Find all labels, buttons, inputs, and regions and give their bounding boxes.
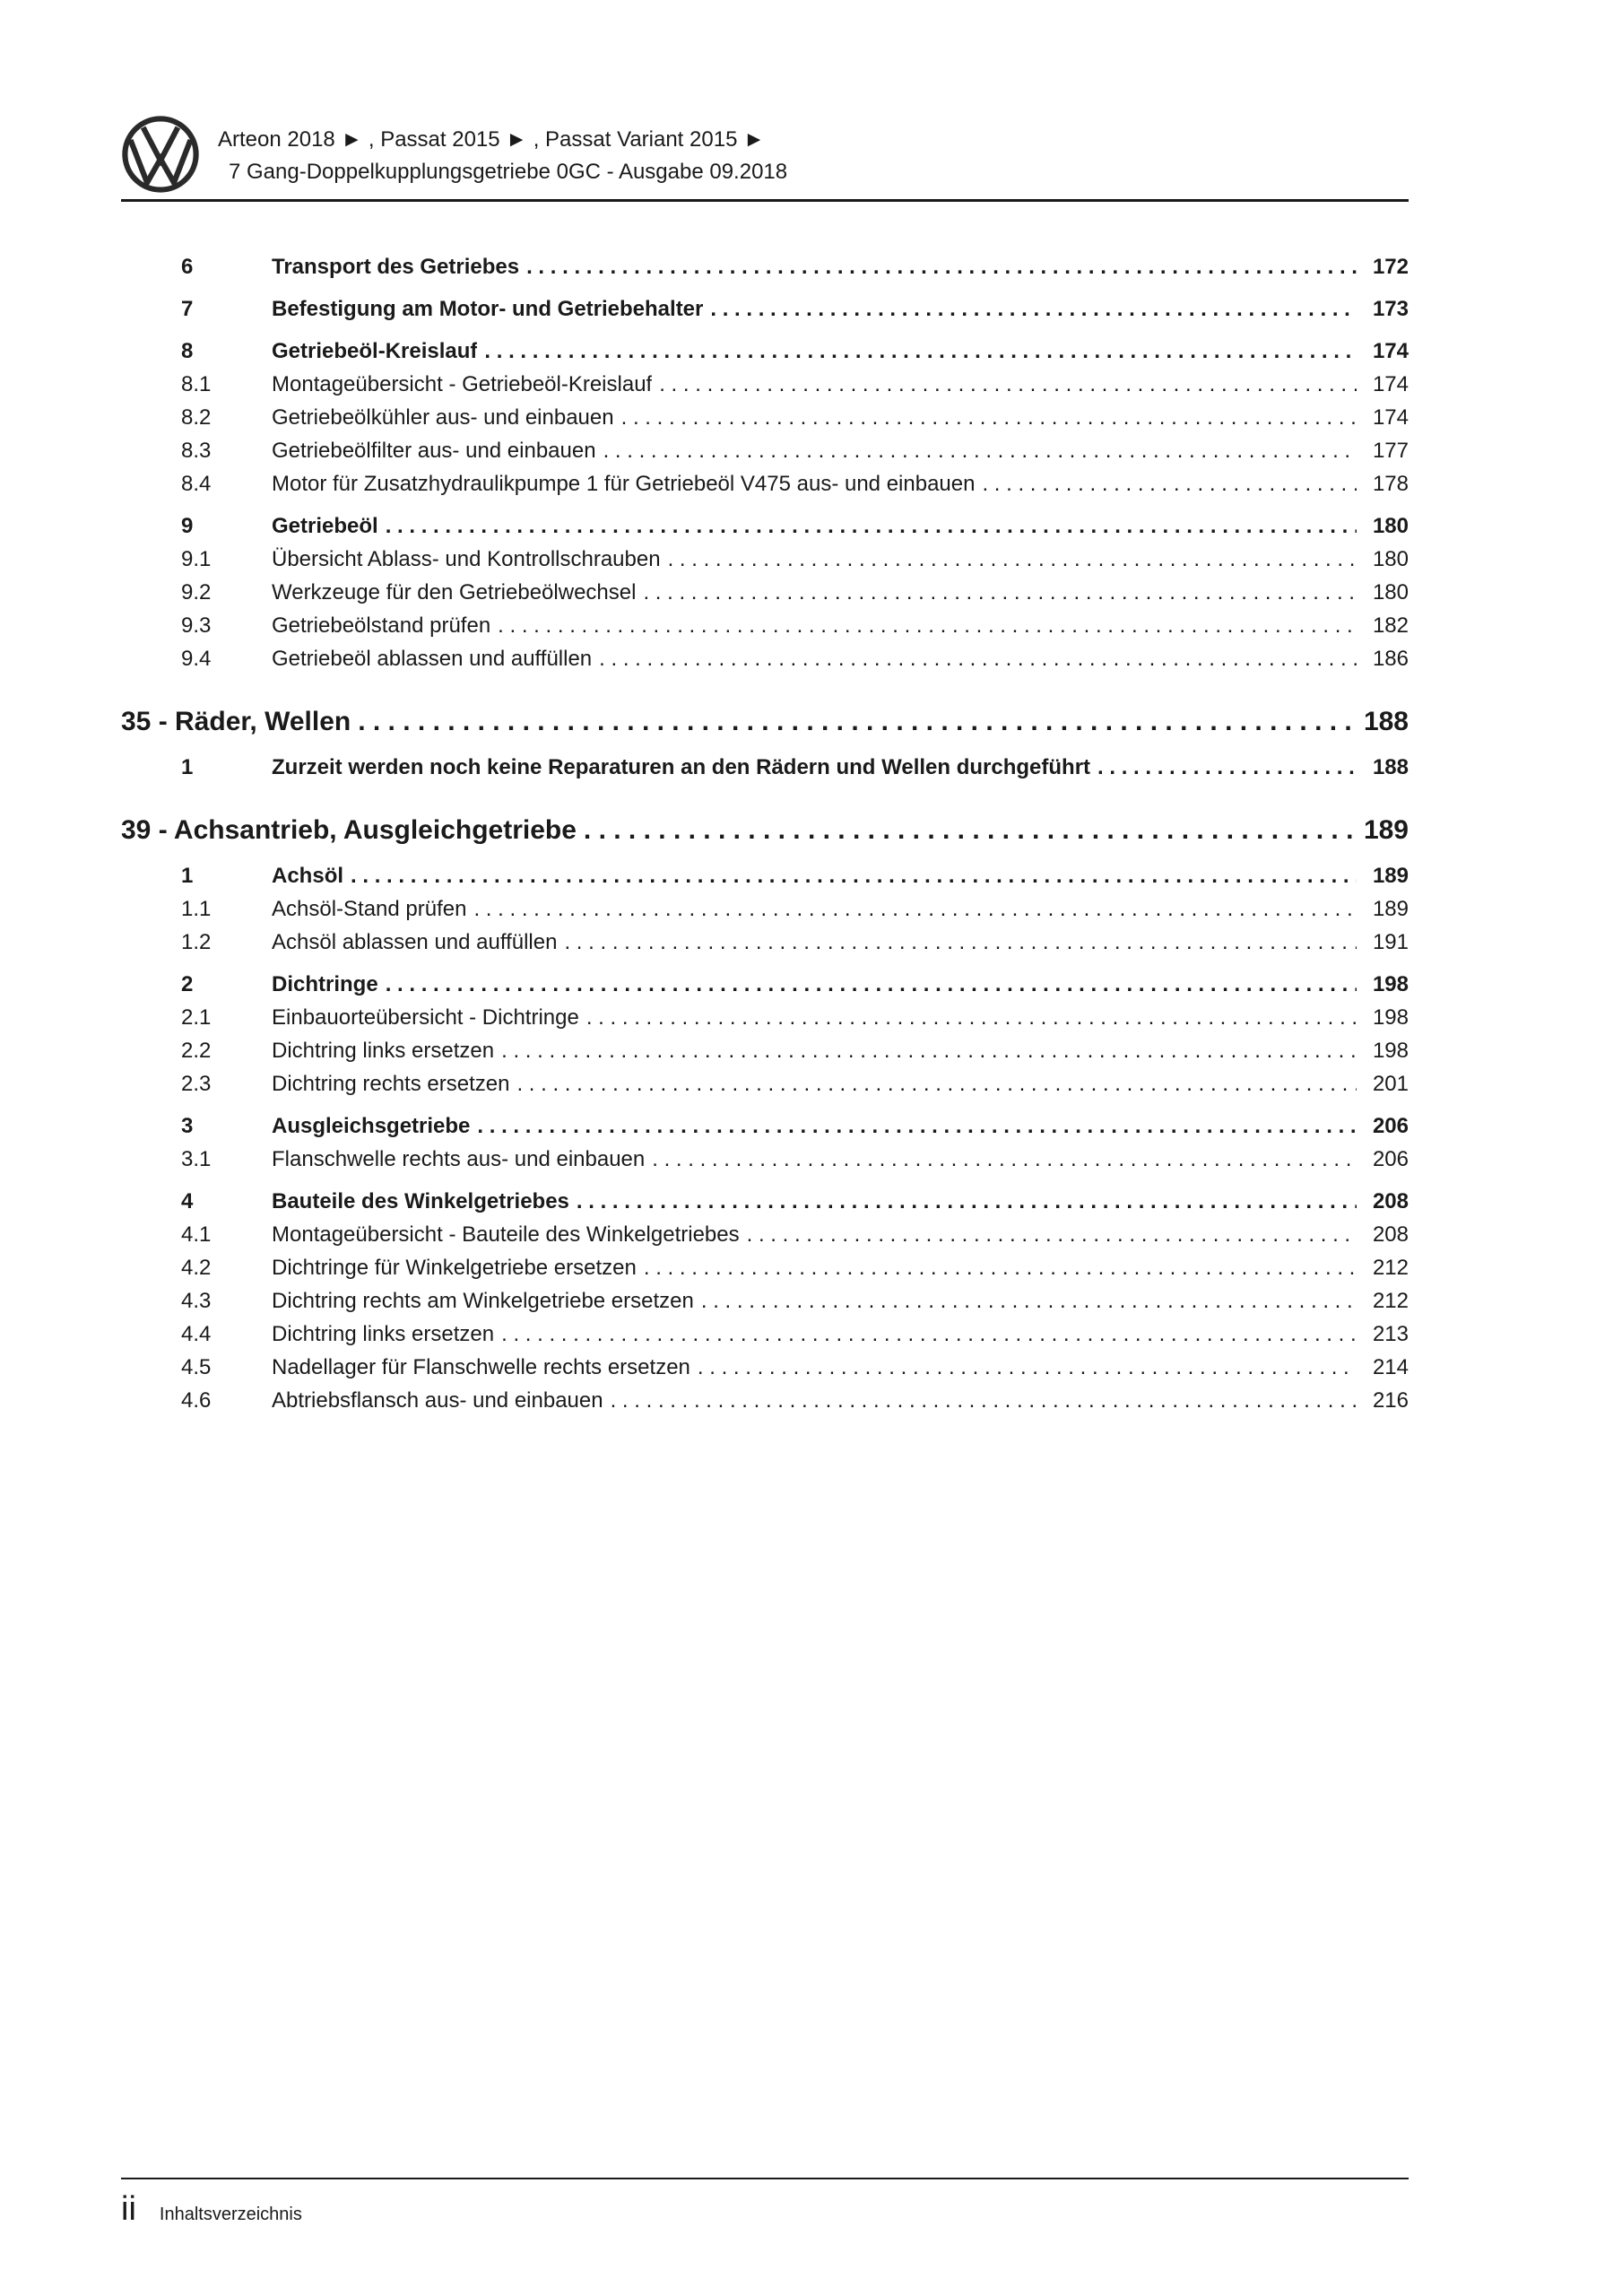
dot-leader (740, 1218, 1357, 1251)
toc-entry-number: 2.2 (181, 1039, 212, 1063)
toc-entry-number: 9.2 (181, 580, 212, 604)
toc-entry-title: Dichtring links ersetzen (272, 1039, 495, 1063)
toc-entry-page: 189 (1363, 815, 1409, 845)
toc-entry-page: 213 (1372, 1322, 1409, 1346)
toc-entry[interactable] (121, 702, 1409, 742)
toc-entry-title: Montageübersicht - Bauteile des Winkelgetriebes (272, 1222, 740, 1247)
toc-entry[interactable] (121, 642, 1409, 675)
toc-entry-page: 212 (1372, 1289, 1409, 1313)
dot-leader (378, 509, 1357, 543)
toc-list (121, 241, 1409, 1417)
dot-leader (579, 1001, 1357, 1034)
dot-leader (661, 543, 1357, 576)
header-edition: 7 Gang-Doppelkupplungsgetriebe 0GC - Ausgabe 09.2018 (229, 160, 788, 184)
toc-entry-title: Transport des Getriebes (272, 255, 520, 279)
toc-entry[interactable] (121, 1351, 1409, 1384)
toc-entry[interactable] (121, 1001, 1409, 1034)
toc-entry-page: 172 (1372, 255, 1409, 279)
toc-entry[interactable] (121, 1143, 1409, 1176)
toc-entry-number: 8.4 (181, 472, 212, 496)
toc-entry[interactable] (121, 467, 1409, 500)
toc-entry-page: 212 (1372, 1256, 1409, 1280)
toc-entry-page: 206 (1372, 1114, 1409, 1138)
header-divider (121, 199, 1409, 202)
toc-entry-page: 216 (1372, 1388, 1409, 1413)
toc-entry-title: Übersicht Ablass- und Kontrollschrauben (272, 547, 661, 571)
toc-entry-page: 206 (1372, 1147, 1409, 1171)
toc-entry[interactable] (121, 434, 1409, 467)
toc-entry-page: 191 (1372, 930, 1409, 954)
toc-entry[interactable] (121, 751, 1409, 784)
toc-entry-number: 2.3 (181, 1072, 212, 1096)
toc-entry-page: 188 (1372, 755, 1409, 779)
toc-entry-title: Nadellager für Flanschwelle rechts ersetzen (272, 1355, 690, 1379)
toc-entry-number: 4.3 (181, 1289, 212, 1313)
toc-entry-title: 35 - Räder, Wellen (121, 707, 351, 736)
toc-entry-title: Achsöl ablassen und auffüllen (272, 930, 558, 954)
toc-entry-title: Montageübersicht - Getriebeöl-Kreislauf (272, 372, 653, 396)
toc-entry-title: Befestigung am Motor- und Getriebehalter (272, 297, 704, 321)
toc-entry-page: 174 (1372, 405, 1409, 430)
toc-entry-number: 8 (181, 339, 194, 363)
toc-entry[interactable] (121, 576, 1409, 609)
toc-entry-number: 7 (181, 297, 194, 321)
toc-entry[interactable] (121, 609, 1409, 642)
toc-entry-number: 2.1 (181, 1005, 212, 1030)
toc-entry-title: Getriebeölfilter aus- und einbauen (272, 439, 596, 463)
toc-entry-page: 198 (1372, 1039, 1409, 1063)
toc-entry-number: 9.3 (181, 613, 212, 638)
toc-entry-number: 9.1 (181, 547, 212, 571)
toc-entry[interactable] (121, 1034, 1409, 1067)
toc-entry-title: Dichtringe für Winkelgetriebe ersetzen (272, 1256, 637, 1280)
toc-entry-page: 201 (1372, 1072, 1409, 1096)
dot-leader (637, 1251, 1357, 1284)
toc-entry-number: 3 (181, 1114, 194, 1138)
toc-entry-title: Einbauorteübersicht - Dichtringe (272, 1005, 579, 1030)
toc-entry-page: 174 (1372, 372, 1409, 396)
toc-entry[interactable] (121, 892, 1409, 926)
toc-entry-number: 4.1 (181, 1222, 212, 1247)
dot-leader (652, 368, 1357, 401)
toc-entry[interactable] (121, 292, 1409, 326)
toc-entry[interactable] (121, 1251, 1409, 1284)
toc-entry-title: Getriebeöl ablassen und auffüllen (272, 647, 593, 671)
toc-entry[interactable] (121, 401, 1409, 434)
toc-entry-page: 189 (1372, 864, 1409, 888)
toc-entry[interactable] (121, 250, 1409, 283)
toc-entry[interactable] (121, 335, 1409, 368)
page-footer (121, 2178, 1409, 2226)
toc-entry-title: Zurzeit werden noch keine Reparaturen an den Rädern und Wellen durchgeführt (272, 755, 1091, 779)
dot-leader (577, 811, 1357, 850)
page-number: ii (121, 2190, 136, 2228)
dot-leader (494, 1318, 1357, 1351)
toc-entry[interactable] (121, 1318, 1409, 1351)
toc-entry-number: 8.3 (181, 439, 212, 463)
toc-entry-number: 4.6 (181, 1388, 212, 1413)
toc-entry[interactable] (121, 811, 1409, 850)
toc-entry-title: Achsöl (272, 864, 344, 888)
footer-divider (121, 2178, 1409, 2179)
toc-entry-page: 189 (1372, 897, 1409, 921)
toc-entry-page: 214 (1372, 1355, 1409, 1379)
toc-entry-title: Motor für Zusatzhydraulikpumpe 1 für Getriebeöl V475 aus- und einbauen (272, 472, 976, 496)
toc-entry-number: 4.4 (181, 1322, 212, 1346)
toc-entry-title: 39 - Achsantrieb, Ausgleichgetriebe (121, 815, 577, 845)
dot-leader (975, 467, 1357, 500)
dot-leader (603, 1384, 1357, 1417)
toc-entry[interactable] (121, 1109, 1409, 1143)
toc-entry-page: 198 (1372, 1005, 1409, 1030)
toc-entry-title: Getriebeölstand prüfen (272, 613, 491, 638)
dot-leader (1090, 751, 1357, 784)
toc-entry-number: 9.4 (181, 647, 212, 671)
dot-leader (519, 250, 1357, 283)
footer-label: Inhaltsverzeichnis (159, 2205, 302, 2224)
dot-leader (690, 1351, 1357, 1384)
toc-entry[interactable] (121, 1067, 1409, 1100)
toc-entry-number: 4.2 (181, 1256, 212, 1280)
toc-entry-number: 8.2 (181, 405, 212, 430)
toc-entry-number: 4 (181, 1189, 194, 1213)
toc-entry[interactable] (121, 1185, 1409, 1218)
toc-entry[interactable] (121, 543, 1409, 576)
toc-entry-page: 208 (1372, 1222, 1409, 1247)
toc-entry-page: 186 (1372, 647, 1409, 671)
toc-entry-title: Getriebeöl (272, 514, 378, 538)
header-models: Arteon 2018 ► , Passat 2015 ► , Passat Variant 2015 ► (218, 127, 765, 152)
toc-entry-number: 2 (181, 972, 194, 996)
toc-entry[interactable] (121, 859, 1409, 892)
dot-leader (490, 609, 1357, 642)
toc-entry-page: 180 (1372, 514, 1409, 538)
toc-entry-title: Achsöl-Stand prüfen (272, 897, 467, 921)
toc-entry-title: Dichtring rechts ersetzen (272, 1072, 510, 1096)
toc-entry-page: 180 (1372, 547, 1409, 571)
toc-entry-page: 173 (1372, 297, 1409, 321)
toc-entry-number: 4.5 (181, 1355, 212, 1379)
toc-entry[interactable] (121, 368, 1409, 401)
toc-entry-number: 1 (181, 755, 194, 779)
toc-entry-number: 6 (181, 255, 194, 279)
toc-entry[interactable] (121, 1284, 1409, 1318)
dot-leader (694, 1284, 1357, 1318)
dot-leader (351, 702, 1357, 742)
toc-entry-number: 1 (181, 864, 194, 888)
vw-logo-icon (121, 115, 200, 194)
toc-entry-page: 174 (1372, 339, 1409, 363)
toc-entry-page: 188 (1363, 707, 1409, 736)
dot-leader (343, 859, 1357, 892)
toc-entry-number: 9 (181, 514, 194, 538)
toc-entry-title: Flanschwelle rechts aus- und einbauen (272, 1147, 646, 1171)
footer-row (121, 2192, 1409, 2226)
dot-leader (557, 926, 1357, 959)
toc-entry-title: Getriebeölkühler aus- und einbauen (272, 405, 614, 430)
header-text-block (218, 115, 787, 188)
toc-entry-title: Abtriebsflansch aus- und einbauen (272, 1388, 603, 1413)
dot-leader (703, 292, 1357, 326)
toc-entry-page: 178 (1372, 472, 1409, 496)
dot-leader (569, 1185, 1357, 1218)
toc-entry-number: 8.1 (181, 372, 212, 396)
toc-entry-number: 1.2 (181, 930, 212, 954)
dot-leader (378, 968, 1357, 1001)
toc-entry[interactable] (121, 926, 1409, 959)
toc-entry-number: 1.1 (181, 897, 212, 921)
toc-entry-title: Dichtring rechts am Winkelgetriebe ersetzen (272, 1289, 694, 1313)
toc-entry-page: 177 (1372, 439, 1409, 463)
toc-entry[interactable] (121, 1218, 1409, 1251)
dot-leader (596, 434, 1357, 467)
toc-entry-title: Ausgleichsgetriebe (272, 1114, 471, 1138)
toc-entry[interactable] (121, 968, 1409, 1001)
dot-leader (592, 642, 1357, 675)
dot-leader (636, 576, 1357, 609)
dot-leader (477, 335, 1357, 368)
dot-leader (509, 1067, 1357, 1100)
toc-entry-title: Dichtring links ersetzen (272, 1322, 495, 1346)
toc-entry-page: 208 (1372, 1189, 1409, 1213)
toc-entry-page: 180 (1372, 580, 1409, 604)
dot-leader (470, 1109, 1357, 1143)
dot-leader (614, 401, 1357, 434)
toc-entry[interactable] (121, 509, 1409, 543)
page-header (121, 115, 1409, 194)
dot-leader (466, 892, 1357, 926)
toc-entry-title: Werkzeuge für den Getriebeölwechsel (272, 580, 637, 604)
toc-entry-title: Getriebeöl-Kreislauf (272, 339, 478, 363)
toc-entry[interactable] (121, 1384, 1409, 1417)
dot-leader (494, 1034, 1357, 1067)
toc-entry-page: 198 (1372, 972, 1409, 996)
toc-entry-title: Bauteile des Winkelgetriebes (272, 1189, 569, 1213)
toc-entry-number: 3.1 (181, 1147, 212, 1171)
toc-entry-page: 182 (1372, 613, 1409, 638)
toc-entry-title: Dichtringe (272, 972, 378, 996)
dot-leader (645, 1143, 1357, 1176)
